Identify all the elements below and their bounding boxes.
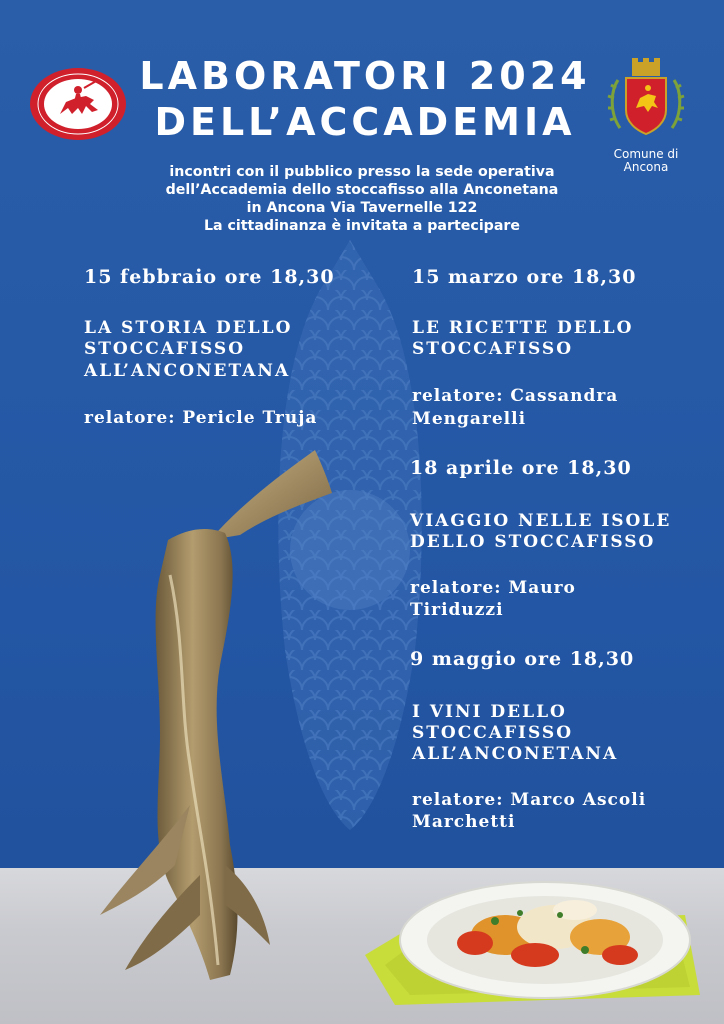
event-2-speaker-line2: Mengarelli (412, 409, 527, 429)
plate-of-stockfish-dish (355, 855, 715, 1015)
event-2-title-line1: LE RICETTE DELLO (412, 318, 634, 338)
event-4-date: 9 maggio ore 18,30 (410, 648, 635, 670)
event-2-title-line2: STOCCAFISSO (412, 339, 573, 359)
event-3-speaker-line1: relatore: Mauro (410, 578, 576, 598)
event-4-title-line1: I VINI DELLO (412, 702, 567, 722)
dried-stockfish-illustration (90, 445, 350, 990)
event-1-speaker: relatore: Pericle Truja (84, 408, 318, 428)
event-4-title-line3: ALL’ANCONETANA (412, 744, 619, 764)
accademia-seal-logo (28, 66, 128, 142)
subtitle-line1: incontri con il pubblico presso la sede operativa (169, 164, 555, 180)
event-1-date: 15 febbraio ore 18,30 (84, 266, 335, 288)
comune-label-line1: Comune di (613, 147, 679, 161)
event-4-speaker-line2: Marchetti (412, 812, 516, 832)
subtitle-line4: La cittadinanza è invitata a partecipare (203, 218, 521, 234)
event-1-title-line1: LA STORIA DELLO (84, 318, 293, 338)
event-4-speaker-line1: relatore: Marco Ascoli (412, 790, 647, 810)
event-3-date: 18 aprile ore 18,30 (410, 457, 632, 479)
poster-title-line1: LABORATORI 2024 (139, 54, 591, 98)
event-2-date: 15 marzo ore 18,30 (412, 266, 637, 288)
event-1-title-line3: ALL’ANCONETANA (84, 361, 291, 381)
event-3-speaker-line2: Tiriduzzi (410, 600, 504, 620)
event-3-title-line2: DELLO STOCCAFISSO (410, 532, 656, 552)
poster-title-line2: DELL’ACCADEMIA (154, 100, 576, 144)
event-1-title-line2: STOCCAFISSO (84, 339, 245, 359)
comune-ancona-logo (604, 58, 688, 174)
subtitle-line3: in Ancona Via Tavernelle 122 (246, 200, 478, 216)
comune-label-line2: Ancona (623, 160, 669, 174)
event-4-title-line2: STOCCAFISSO (412, 723, 573, 743)
subtitle-line2: dell’Accademia dello stoccafisso alla Anconetana (165, 182, 559, 198)
comune-crest-icon (604, 58, 688, 144)
event-3-title-line1: VIAGGIO NELLE ISOLE (410, 511, 672, 531)
event-2-speaker-line1: relatore: Cassandra (412, 386, 619, 406)
